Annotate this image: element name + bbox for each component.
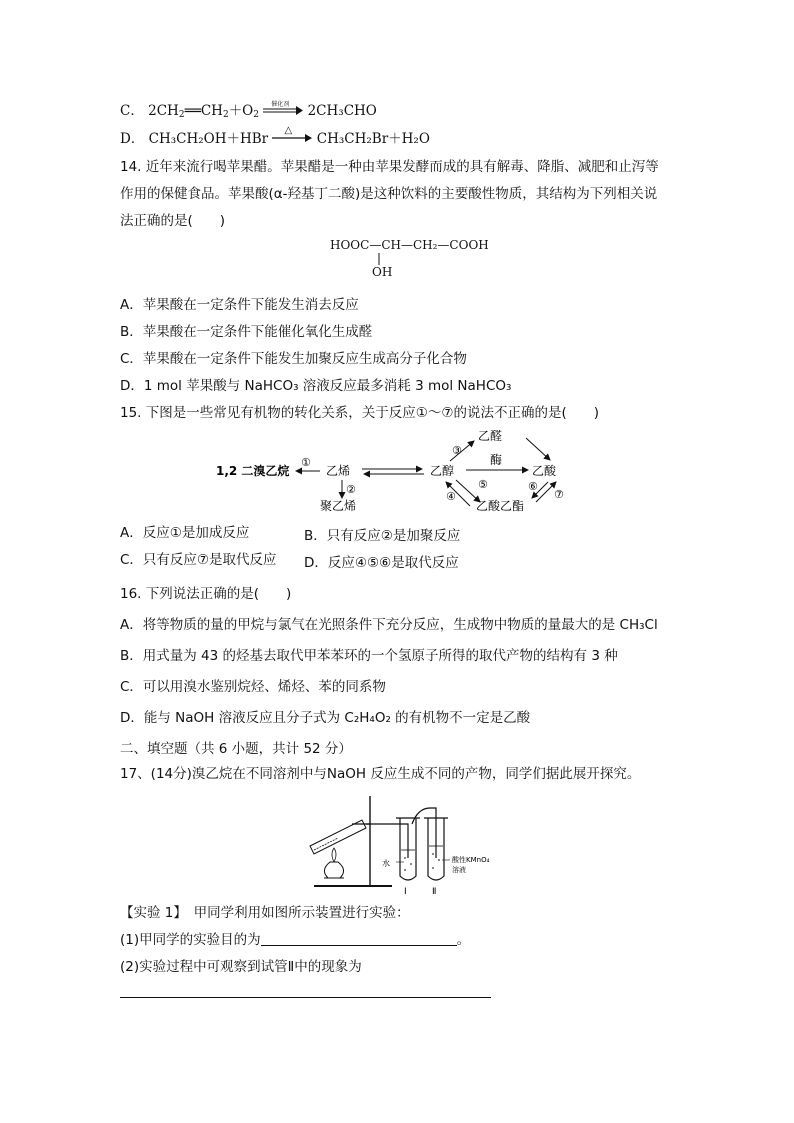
- product-text: 2CH₃CHO: [307, 103, 377, 119]
- reactant-text: CH₃CH₂OH＋HBr: [148, 131, 269, 147]
- q14-option-d: D．1 mol 苹果酸与 NaHCO₃ 溶液反应最多消耗 3 mol NaHCO₃: [120, 378, 512, 394]
- q15-option-b: B．只有反应②是加聚反应: [304, 528, 461, 544]
- q15-option-a: A．反应①是加成反应: [120, 525, 250, 541]
- label-r4: ④: [446, 490, 456, 503]
- option-label: D．: [120, 131, 145, 147]
- node-polyethylene: 聚乙烯: [320, 499, 357, 513]
- q14-option-c: C．苹果酸在一定条件下能发生加聚反应生成高分子化合物: [120, 351, 467, 367]
- product-text: CH₃CH₂Br＋H₂O: [316, 131, 430, 147]
- q15-option-d: D．反应④⑤⑥是取代反应: [304, 555, 459, 571]
- q17-experiment-1: 【实验 1】 甲同学利用如图所示装置进行实验：: [120, 905, 410, 921]
- q16-option-d: D．能与 NaOH 溶液反应且分子式为 C₂H₄O₂ 的有机物不一定是乙酸: [120, 710, 531, 726]
- label-tube-2: Ⅱ: [432, 887, 437, 897]
- label-r6: ⑥: [528, 480, 538, 493]
- q16-option-a: A．将等物质的量的甲烷与氯气在光照条件下充分反应，生成物中物质的量最大的是 CH₃Cl: [120, 617, 658, 633]
- reaction-arrow-icon: 催化剂: [263, 104, 303, 114]
- reaction-arrow-icon: △: [272, 132, 312, 142]
- q17-sub-question-2: (2)实验过程中可观察到试管Ⅱ中的现象为: [120, 959, 362, 975]
- label-r5: ⑤: [478, 478, 488, 491]
- section-heading: 二、填空题（共 6 小题，共计 52 分）: [120, 741, 352, 757]
- node-ethyl-acetate: 乙酸乙酯: [476, 499, 525, 513]
- q16-option-c: C．可以用溴水鉴别烷烃、烯烃、苯的同系物: [120, 679, 386, 695]
- label-water: 水: [382, 859, 390, 868]
- node-acetic-acid: 乙酸: [532, 464, 557, 478]
- structure-bond-icon: [376, 253, 382, 265]
- q14-option-a: A．苹果酸在一定条件下能发生消去反应: [120, 297, 359, 313]
- label-r1: ①: [301, 456, 311, 469]
- q15-stem: 15. 下图是一些常见有机物的转化关系，关于反应①～⑦的说法不正确的是( ): [120, 405, 599, 421]
- node-dibromoethane: 1,2 二溴乙烷: [216, 464, 290, 478]
- reactant-text: $2CH_2══CH_2+O_2$: [148, 103, 259, 120]
- q14-stem-line1: 14. 近年来流行喝苹果醋。苹果醋是一种由苹果发酵而成的具有解毒、降脂、减肥和止泻等: [120, 159, 659, 175]
- q14-stem-line2: 作用的保健食品。苹果酸(α-羟基丁二酸)是这种饮料的主要酸性物质，其结构为下列相关说: [120, 186, 658, 202]
- answer-blank-1[interactable]: [261, 945, 457, 946]
- q14-option-b: B．苹果酸在一定条件下能催化氧化生成醛: [120, 324, 373, 340]
- node-acetaldehyde: 乙醛: [478, 429, 503, 443]
- q16-option-b: B．用式量为 43 的烃基去取代甲苯苯环的一个氢原子所得的取代产物的结构有 3 种: [120, 648, 618, 664]
- structure-branch: OH: [372, 265, 393, 279]
- node-ethanol: 乙醇: [430, 464, 455, 478]
- label-kmno4: 酸性KMnO₄: [452, 856, 490, 864]
- q13-option-c: [120, 102, 377, 124]
- node-ethylene: 乙烯: [326, 464, 351, 478]
- label-r7: ⑦: [554, 488, 564, 501]
- option-label: C．: [120, 103, 144, 119]
- q14-stem-line3: 法正确的是( ): [120, 213, 226, 229]
- q13-option-d: [120, 125, 430, 148]
- answer-blank-2[interactable]: [120, 997, 491, 998]
- q17-stem: 17、(14分)溴乙烷在不同溶剂中与NaOH 反应生成不同的产物，同学们据此展开探究。: [120, 766, 641, 782]
- label-tube-1: Ⅰ: [404, 887, 407, 897]
- structure-main-chain: HOOC—CH—CH₂—COOH: [330, 238, 489, 252]
- q15-conversion-diagram: [210, 424, 590, 516]
- q17-apparatus-figure: [300, 788, 520, 898]
- q17-sub-question-1: (1)甲同学的实验目的为 。: [120, 932, 471, 948]
- q16-stem: 16. 下列说法正确的是( ): [120, 586, 292, 602]
- label-r3: ③: [452, 444, 462, 457]
- q15-option-c: C．只有反应⑦是取代反应: [120, 552, 277, 568]
- label-r2: ②: [346, 483, 356, 496]
- label-solution: 溶液: [452, 866, 466, 874]
- label-enzyme: 酶: [490, 453, 503, 467]
